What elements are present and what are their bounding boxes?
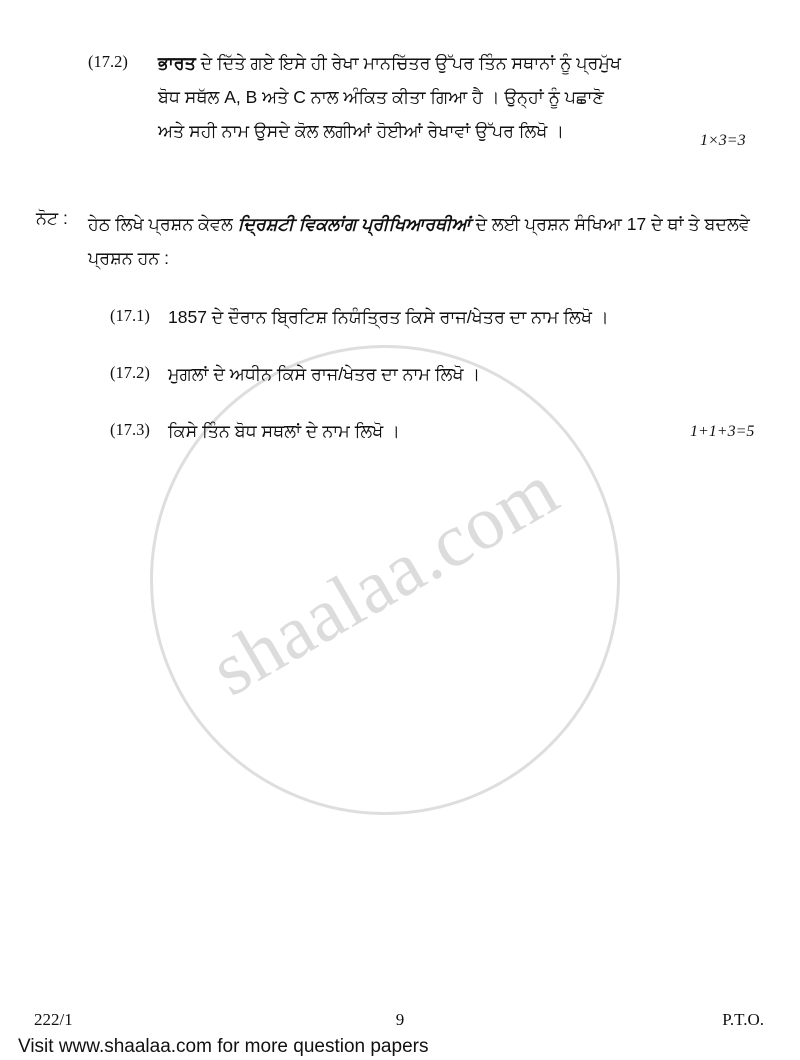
note-body	[88, 207, 760, 275]
alt-question-text	[168, 300, 760, 334]
paper-code: 222/1	[34, 1010, 73, 1029]
page-footer	[0, 1010, 800, 1034]
note-bold-part: ਦ੍ਰਿਸ਼ਟੀ ਵਿਕਲਾਂਗ ਪ੍ਰੀਖਿਆਰਥੀਆਂ	[237, 214, 471, 234]
alt-question-number: (17.3)	[110, 420, 150, 439]
alt-question-17-3-marks: 1+1+3=5	[690, 423, 755, 440]
note-line-2: ਦੇ ਥਾਂ ਤੇ ਬਦਲਵੇ ਪ੍ਰਸ਼ਨ ਹਨ :	[88, 214, 750, 269]
alt-question-17-3	[110, 414, 760, 448]
alt-question-number: (17.1)	[110, 306, 150, 325]
alt-question-number: (17.2)	[110, 363, 150, 382]
question-17-2	[88, 46, 760, 148]
promo-text: Visit www.shaalaa.com for more question papers	[18, 1036, 429, 1057]
watermark-text: shaalaa.com	[197, 447, 573, 713]
question-line-3: ਅਤੇ ਸਹੀ ਨਾਮ ਉਸਦੇ ਕੋਲ ਲਗੀਆਂ ਹੋਈਆਂ ਰੇਖਾਵਾਂ ਉੱਪਰ ਲਿਖੋ ।	[158, 121, 565, 142]
alt-question-line: 1857 ਦੇ ਦੌਰਾਨ ਬ੍ਰਿਟਿਸ਼ ਨਿਯੰਤ੍ਰਿਤ ਕਿਸੇ ਰਾਜ/ਖੇਤਰ ਦਾ ਨਾਮ ਲਿਖੋ ।	[168, 307, 609, 327]
alt-question-17-1	[110, 300, 760, 334]
alt-question-line: ਕਿਸੇ ਤਿੰਨ ਬੋਧ ਸਥਲਾਂ ਦੇ ਨਾਮ ਲਿਖੋ ।	[168, 421, 400, 441]
question-text	[158, 46, 760, 148]
pto-label: P.T.O.	[722, 1010, 764, 1029]
note-label: ਨੋਟ :	[36, 208, 68, 228]
alt-question-line: ਮੁਗਲਾਂ ਦੇ ਅਧੀਨ ਕਿਸੇ ਰਾਜ/ਖੇਤਰ ਦਾ ਨਾਮ ਲਿਖੋ ।	[168, 364, 481, 384]
alt-question-text	[168, 357, 760, 391]
question-line-1-rest: ਦੇ ਦਿੱਤੇ ਗਏ ਇਸੇ ਹੀ ਰੇਖਾ ਮਾਨਚਿੱਤਰ ਉੱਪਰ ਤਿੰਨ ਸਥਾਨਾਂ ਨੂੰ ਪ੍ਰਮੁੱਖ	[195, 53, 622, 73]
question-number: (17.2)	[88, 52, 128, 71]
note-line-1: ਹੇਠ ਲਿਖੇ ਪ੍ਰਸ਼ਨ ਕੇਵਲ ਦ੍ਰਿਸ਼ਟੀ ਵਿਕਲਾਂਗ ਪ੍ਰੀਖਿਆਰਥੀਆਂ ਦੇ ਲਈ ਪ੍ਰਸ਼ਨ ਸੰਖਿਆ 17	[88, 214, 647, 234]
question-bold-prefix: ਭਾਰਤ	[158, 53, 196, 73]
question-17-2-marks: 1×3=3	[700, 132, 746, 149]
question-line-1	[158, 46, 760, 80]
alt-question-17-2	[110, 357, 760, 391]
alt-question-text	[168, 414, 760, 448]
page-number: 9	[395, 1010, 405, 1029]
question-line-2: ਬੋਧ ਸਥੱਲ A, B ਅਤੇ C ਨਾਲ ਅੰਕਿਤ ਕੀਤਾ ਗਿਆ ਹੈ । ਉਨ੍ਹਾਂ ਨੂੰ ਪਛਾਣੋ	[158, 87, 604, 108]
